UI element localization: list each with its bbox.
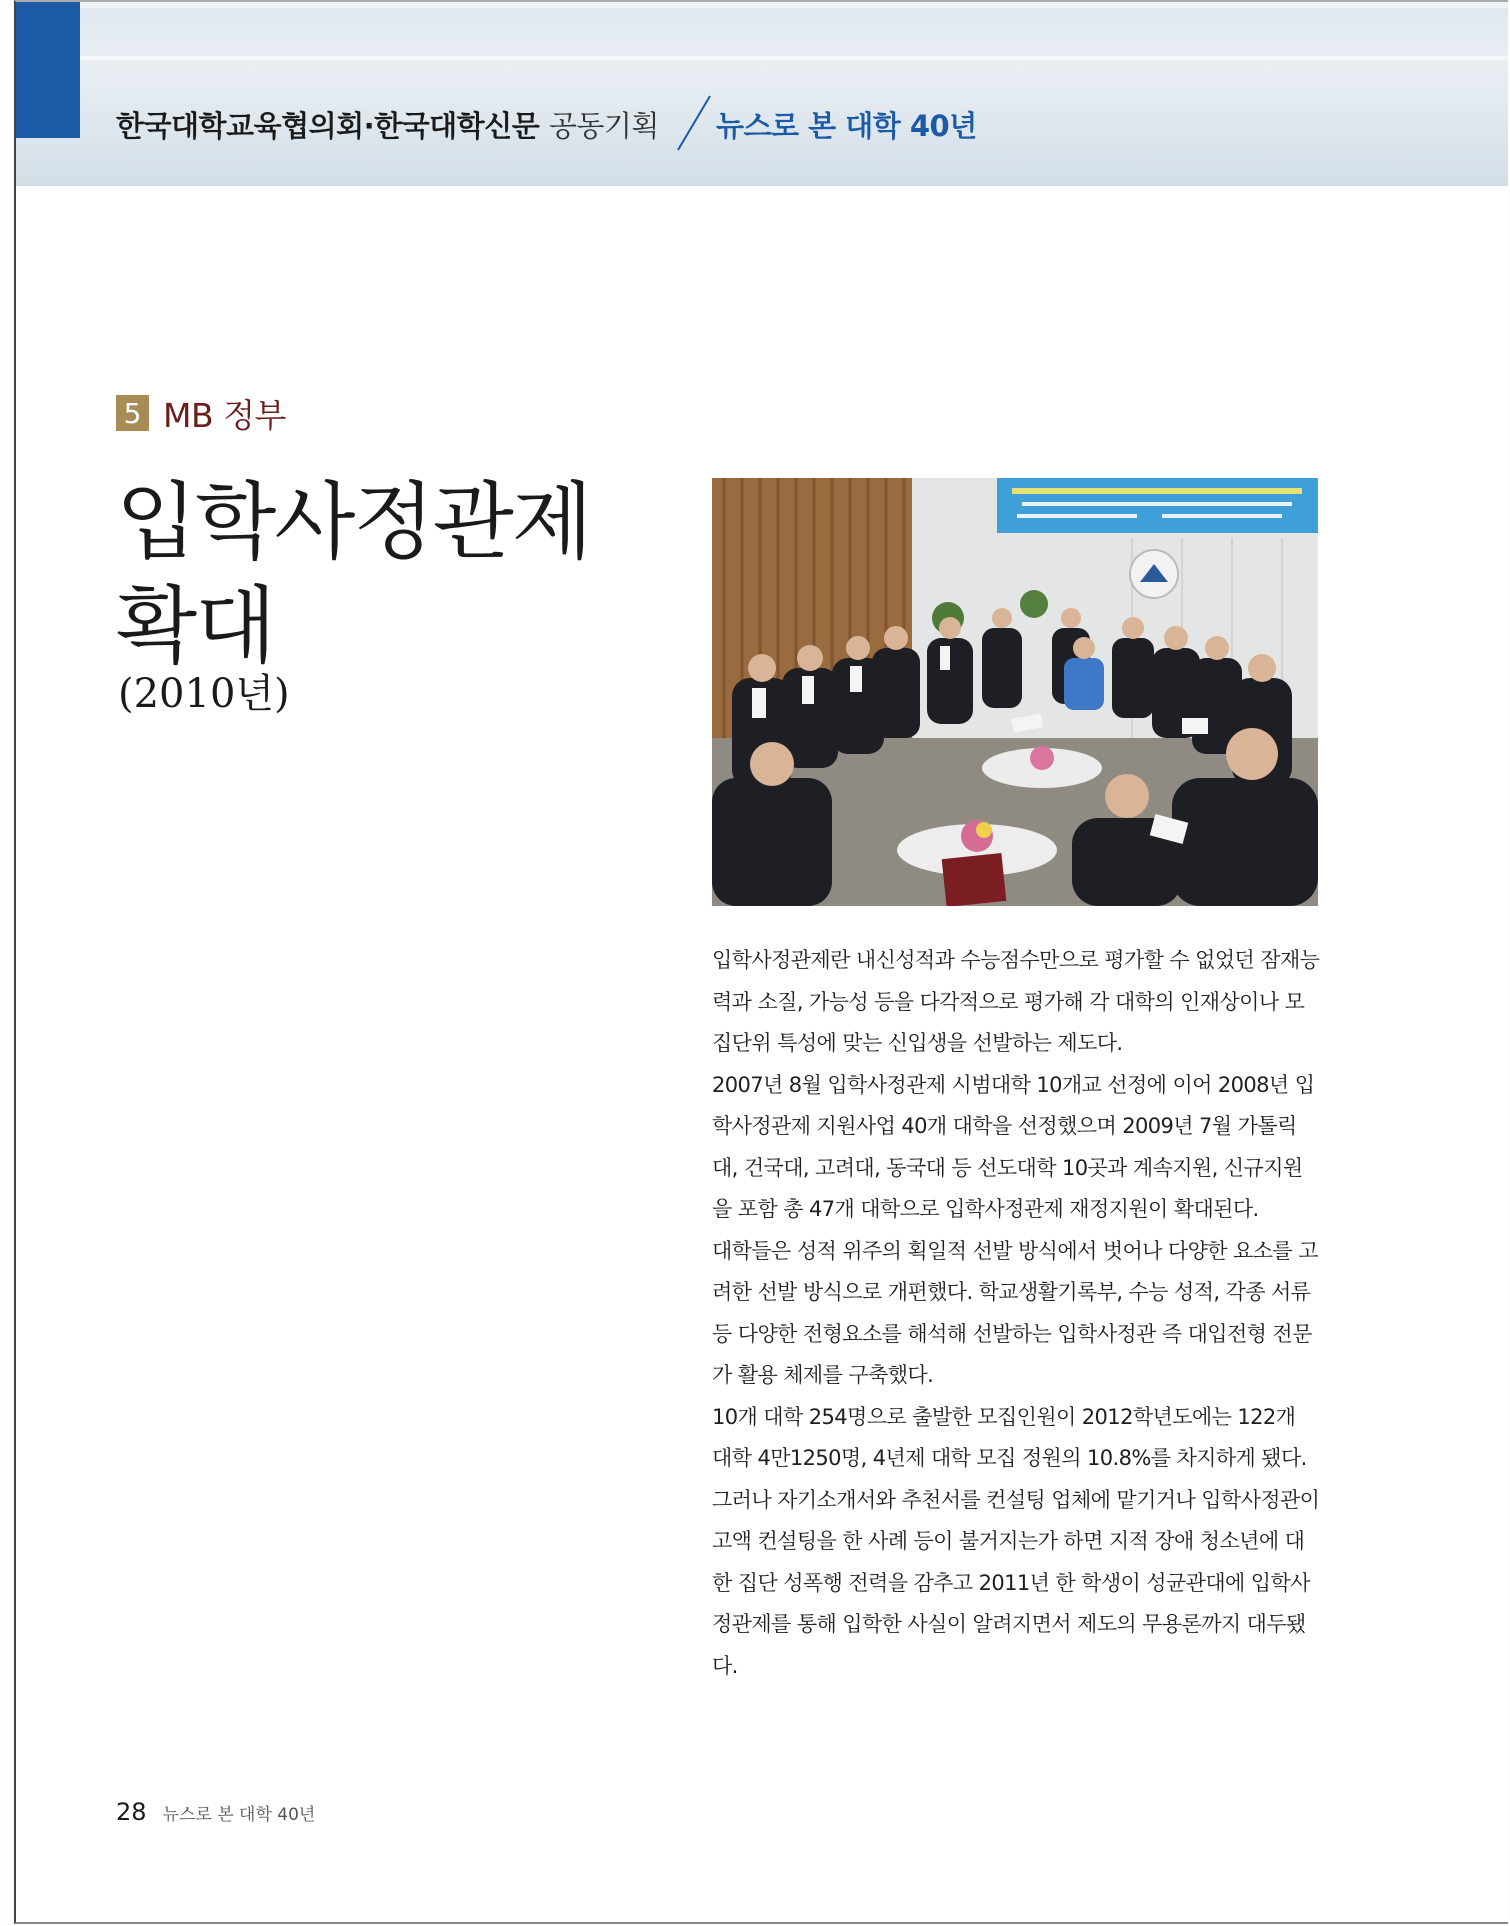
header-org [116,104,659,145]
header-band [16,2,1508,186]
article-paragraph: 10개 대학 254명으로 출발한 모집인원이 2012학년도에는 122개 대학 4만1250명, 4년제 대학 모집 정원의 10.8%를 차지하게 됐다. [712,1404,1307,1470]
header-series-title: 뉴스로 본 대학 40년 [716,109,977,143]
header-accent-bar [16,2,80,138]
footer-title: 뉴스로 본 대학 40년 [162,1805,316,1825]
header-highlight [16,2,1508,8]
article-photo [712,478,1318,906]
article-paragraph: 대학들은 성적 위주의 획일적 선발 방식에서 벗어나 다양한 요소를 고려한 선발 방식으로 개편했다. 학교생활기록부, 수능 성적, 각종 서류 등 다양한 전형요소를 해석해 선발하는 입학사정관 즉 대입전형 전문가 활용 체제를 구축했다. [712,1238,1318,1387]
article-paragraph: 2007년 8월 입학사정관제 시범대학 10개교 선정에 이어 2008년 입학사정관제 지원사업 40개 대학을 선정했으며 2009년 7월 가톨릭대, 건국대, 고려대, 동국대 등 선도대학 10곳과 계속지원, 신규지원을 포함 총 47개 대학으로 입학사정관제 재정지원이 확대된다. [712,1072,1315,1221]
article-title [116,470,591,678]
page-number: 28 [116,1798,147,1826]
section-label [116,394,286,435]
article-year: (2010년) [118,671,290,717]
header-divider [674,94,714,152]
section-number: 5 [116,395,149,431]
section-title: MB 정부 [163,395,286,435]
header-org-suffix: 공동기획 [548,109,659,143]
header-org-name: 한국대학교육협의회·한국대학신문 [116,109,540,143]
article-paragraph: 입학사정관제란 내신성적과 수능점수만으로 평가할 수 없었던 잠재능력과 소질, 가능성 등을 다각적으로 평가해 각 대학의 인재상이나 모집단위 특성에 맞는 신입생을 선발하는 제도다. [712,948,1320,1055]
article-paragraph: 그러나 자기소개서와 추천서를 컨설팅 업체에 맡기거나 입학사정관이 고액 컨설팅을 한 사례 등이 불거지는가 하면 지적 장애 청소년에 대한 집단 성폭행 전력을 감추고 2011년 한 학생이 성균관대에 입학사정관제를 통해 입학한 사실이 알려지면서 제도의 무용론까지 대두됐다. [712,1487,1320,1678]
article-title-line1: 입학사정관제 [116,473,591,571]
article-body [712,940,1320,1687]
article-title-line2: 확대 [116,577,275,675]
header-highlight-2 [16,56,1508,60]
page-footer [116,1798,315,1826]
